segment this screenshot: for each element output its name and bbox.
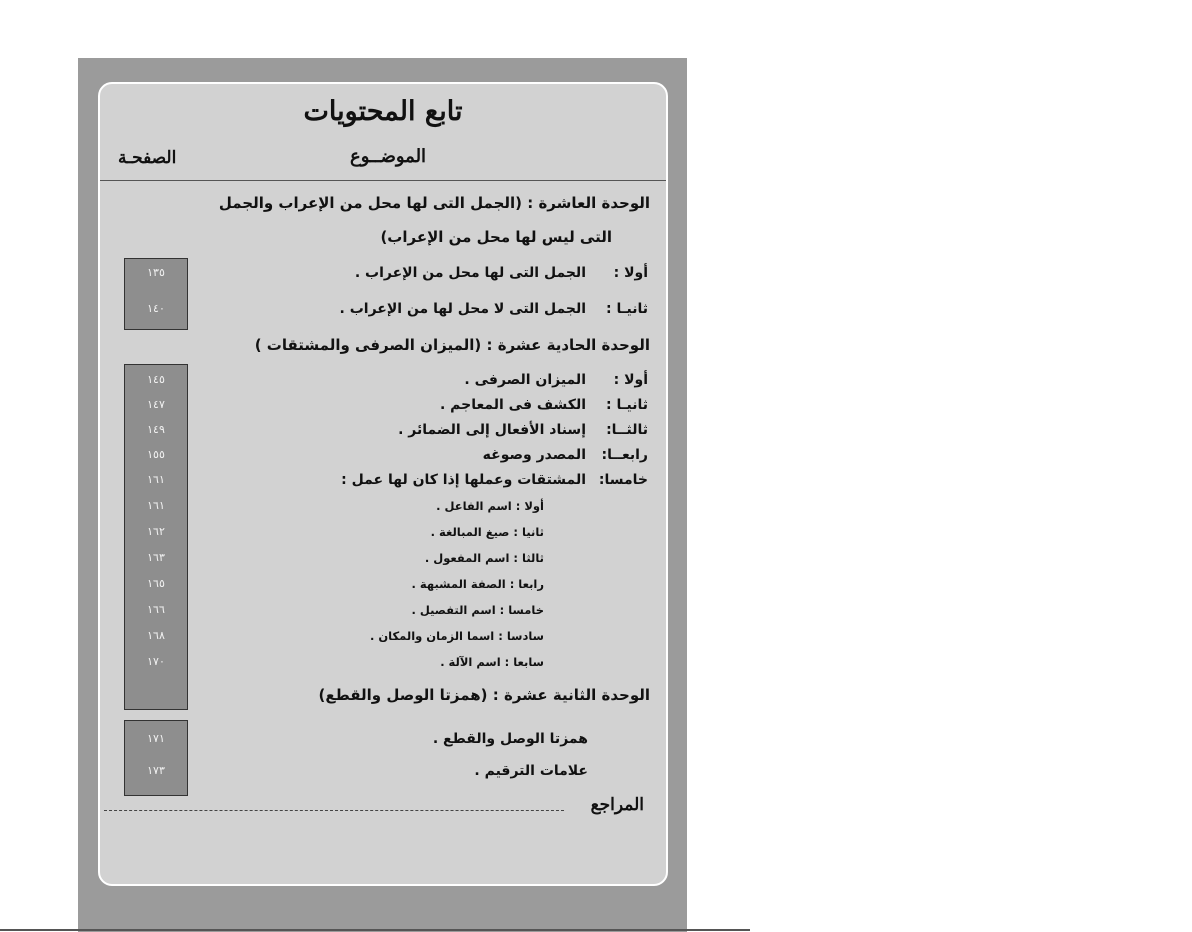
entry-label: خامسا:: [598, 472, 648, 488]
entry-text: الميزان الصرفى .: [464, 372, 586, 388]
toc-subentry: سابعا : اسم الآلة .: [440, 655, 544, 669]
references-entry: المراجع: [590, 795, 644, 815]
entry-label: ثانيـا :: [606, 301, 648, 317]
unit-11-heading: الوحدة الحادية عشرة : (الميزان الصرفى والمشتقات ): [254, 336, 650, 354]
entry-label: رابعــا:: [601, 447, 648, 463]
page-number: ١٥٥: [147, 448, 165, 461]
page-number: ١٦٦: [147, 603, 165, 616]
toc-subentry: خامسا : اسم التفصيل .: [411, 603, 544, 617]
entry-text: إسناد الأفعال إلى الضمائر .: [398, 422, 586, 438]
entry-label: ثالثــا:: [606, 422, 648, 438]
page-number: ١٧٠: [147, 655, 165, 668]
entry-label: ثانيـا :: [606, 397, 648, 413]
toc-entry: [440, 392, 648, 418]
entry-label: أولا :: [613, 265, 648, 281]
entry-text: الجمل التى لها محل من الإعراب .: [354, 265, 586, 281]
page-number: ١٦١: [147, 473, 165, 486]
entry-text: الكشف فى المعاجم .: [439, 397, 586, 413]
column-header-topic: الموضــوع: [350, 146, 427, 167]
bottom-rule: [0, 929, 750, 931]
page-number: ١٦٨: [147, 629, 165, 642]
page-number: ١٦٢: [147, 525, 165, 538]
page-number: ١٤٧: [147, 398, 165, 411]
entry-text: الجمل التى لا محل لها من الإعراب .: [339, 301, 586, 317]
column-header-page: الصفحـة: [118, 148, 177, 168]
page-number: ١٤٠: [147, 302, 165, 315]
page-number: ١٧١: [147, 732, 165, 745]
page-number: ١٣٥: [147, 266, 165, 279]
contents-card: [98, 82, 668, 886]
toc-entry: [341, 467, 648, 493]
toc-entry: [464, 367, 648, 393]
toc-entry: [340, 296, 648, 322]
toc-entry: [483, 442, 648, 468]
entry-label: أولا :: [613, 372, 648, 388]
entry-text: المشتقات وعملها إذا كان لها عمل :: [341, 472, 586, 488]
header-divider: [100, 180, 666, 181]
references-dashed-leader: [104, 810, 564, 811]
page-title: تابع المحتويات: [303, 96, 463, 127]
unit-10-heading: الوحدة العاشرة : (الجمل التى لها محل من الإعراب والجمل: [218, 194, 650, 212]
unit-10-heading-cont: التى ليس لها محل من الإعراب): [380, 228, 612, 246]
toc-subentry: ثانيا : صيغ المبالغة .: [430, 525, 544, 539]
toc-entry: [398, 417, 648, 443]
toc-subentry: أولا : اسم الفاعل .: [436, 499, 544, 513]
toc-subentry: سادسا : اسما الزمان والمكان .: [369, 629, 544, 643]
page-number: ١٦٥: [147, 577, 165, 590]
page-number: ١٤٩: [147, 423, 165, 436]
page-number: ١٧٣: [147, 764, 165, 777]
toc-subentry: رابعا : الصفة المشبهة .: [411, 577, 544, 591]
page-number: ١٦٣: [147, 551, 165, 564]
toc-entry: همزتا الوصل والقطع .: [432, 731, 588, 747]
entry-text: المصدر وصوغه: [482, 447, 586, 463]
toc-entry: علامات الترقيم .: [474, 763, 588, 779]
page-number: ١٤٥: [147, 373, 165, 386]
toc-entry: [355, 260, 648, 286]
page-number: ١٦١: [147, 499, 165, 512]
unit-12-heading: الوحدة الثانية عشرة : (همزتا الوصل والقطع): [318, 686, 650, 704]
page-frame: [78, 58, 687, 932]
toc-subentry: ثالثا : اسم المفعول .: [424, 551, 544, 565]
